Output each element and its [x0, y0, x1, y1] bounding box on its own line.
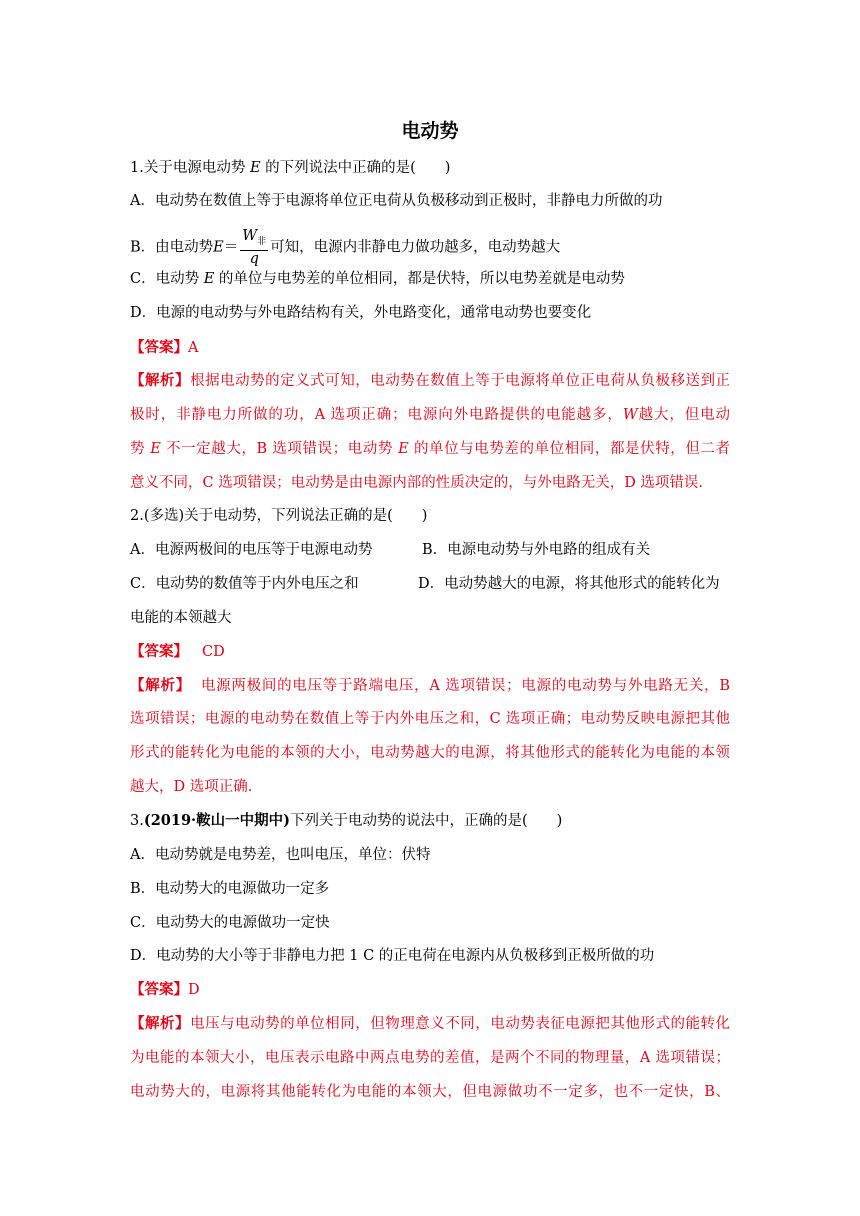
q1-stem-text: 1.关于电源电动势 [130, 160, 246, 176]
q3-option-a: A．电动势就是电势差，也叫电压，单位：伏特 [130, 847, 431, 863]
q1-option-b [130, 228, 560, 267]
q2-option-d: D．电动势越大的电源，将其他形式的能转化为 [418, 576, 720, 592]
answer-value: D [188, 982, 200, 998]
q1-stem-var: E [249, 160, 261, 176]
q3-analysis-line-3: 电动势大的，电源将其他能转化为电能的本领大，但电源做功不一定多，也不一定快，B、 [130, 1084, 730, 1100]
answer-label: 【答案】 [130, 643, 188, 660]
q2-analysis-line-4: 越大，D 选项正确. [130, 779, 253, 795]
q3-analysis-line-2: 为电能的本领大小，电压表示电路中两点电势的差值，是两个不同的物理量，A 选项错误； [130, 1050, 730, 1066]
q3-option-d: D．电动势的大小等于非静电力把 1 C 的正电荷在电源内从负极移到正极所做的功 [130, 948, 655, 964]
q1-option-b-var: E [213, 239, 224, 256]
q3-stem: 3.(2019·鞍山一中期中)下列关于电动势的说法中，正确的是( ) [130, 812, 563, 829]
q3-option-c: C．电动势大的电源做功一定快 [130, 915, 330, 931]
answer-label: 【答案】 [130, 339, 188, 356]
q1-answer [130, 338, 198, 358]
q2-option-c: C．电动势的数值等于内外电压之和 [130, 576, 359, 592]
q2-analysis-line-2: 选项错误；电源的电动势在数值上等于内外电压之和，C 选项正确；电动势反映电源把其他 [130, 711, 730, 727]
answer-label: 【答案】 [130, 981, 188, 998]
fraction-denominator: q [249, 250, 259, 267]
q2-option-b: B．电源电动势与外电路的组成有关 [422, 542, 651, 558]
q1-option-d: D．电源的电动势与外电路结构有关，外电路变化，通常电动势也要变化 [130, 305, 592, 321]
q3-option-b: B．电动势大的电源做功一定多 [130, 881, 330, 897]
q1-analysis-line-3: 势 E 不一定越大，B 选项错误；电动势 E 的单位与电势差的单位相同，都是伏特，但二者 [130, 441, 731, 457]
analysis-label: 【解析】 [130, 1015, 191, 1032]
q3-analysis-line-1: 【解析】电压与电动势的单位相同，但物理意义不同，电动势表征电源把其他形式的能转化 [130, 1015, 731, 1032]
q3-source: (2019·鞍山一中期中) [143, 812, 290, 829]
emf-fraction [240, 228, 268, 267]
q1-analysis-line-2: 极时，非静电力所做的功，A 选项正确；电源向外电路提供的电能越多，W越大，但电动 [130, 407, 731, 423]
page-title: 电动势 [401, 120, 459, 142]
q2-option-d-continued: 电能的本领越大 [130, 610, 232, 626]
q1-analysis-line-4: 意义不同，C 选项错误；电动势是由电源内部的性质决定的，与外电路无关，D 选项错误. [130, 475, 704, 491]
q2-answer [130, 642, 225, 662]
analysis-label: 【解析】 [130, 372, 191, 389]
fraction-numerator: $W_非$ [240, 228, 268, 251]
q2-option-a: A．电源两极间的电压等于电源电动势 [130, 542, 373, 558]
q2-stem: 2.(多选)关于电动势，下列说法正确的是( ) [130, 508, 428, 524]
q3-answer [130, 980, 200, 1000]
q1-option-b-text: B．由电动势 [130, 239, 214, 256]
q1-stem-text-2: 的下列说法中正确的是( ) [265, 160, 451, 176]
analysis-label: 【解析】 [130, 677, 191, 694]
q2-analysis-line-1: 【解析】 电源两极间的电压等于路端电压，A 选项错误；电源的电动势与外电路无关，B [130, 677, 731, 694]
q1-analysis-line-1: 【解析】根据电动势的定义式可知，电动势在数值上等于电源将单位正电荷从负极移送到正 [130, 372, 731, 389]
q1-option-c: C．电动势 E 的单位与电势差的单位相同，都是伏特，所以电势差就是电动势 [130, 271, 625, 287]
answer-value: A [188, 340, 199, 356]
q2-analysis-line-3: 形式的能转化为电能的本领的大小，电动势越大的电源，将其他形式的能转化为电能的本领 [130, 745, 730, 761]
q1-option-b-text-2: 可知，电源内非静电力做功越多，电动势越大 [270, 239, 561, 256]
answer-value: CD [202, 644, 225, 660]
q1-option-a: A．电动势在数值上等于电源将单位正电荷从负极移动到正极时，非静电力所做的功 [130, 193, 663, 209]
q1-stem [130, 158, 450, 178]
q1-option-b-eq: ＝ [223, 239, 239, 256]
